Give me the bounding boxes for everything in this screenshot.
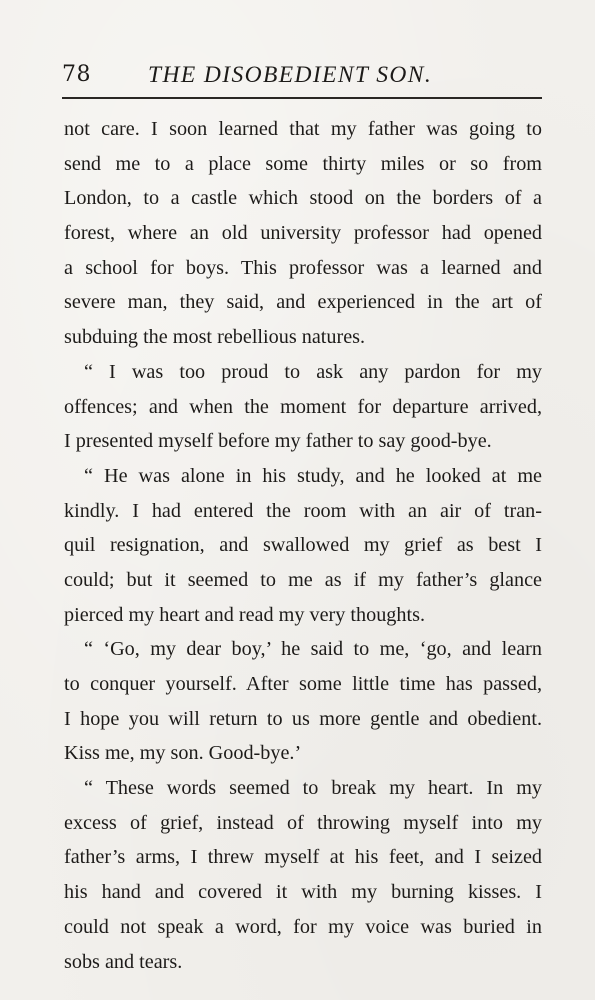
page-number: 78 [62,62,91,87]
page-header [62,56,542,88]
header-rule [62,97,542,99]
text-line: father’s arms, I threw myself at his feet, and I seized [64,846,542,869]
text-line: “ He was alone in his study, and he looked at me [84,464,542,487]
text-line: Kiss me, my son. Good-bye.’ [64,742,302,765]
text-line: excess of grief, instead of throwing myself into my [64,811,542,834]
text-line: his hand and covered it with my burning kisses. I [64,881,542,904]
text-line: London, to a castle which stood on the borders of a [64,187,542,210]
text-line: sobs and tears. [64,950,183,973]
text-line: I presented myself before my father to say good-bye. [64,430,492,453]
text-line: “ I was too proud to ask any pardon for my [84,360,542,383]
text-line: forest, where an old university professor had opened [64,222,542,245]
text-line: “ These words seemed to break my heart. In my [84,777,542,800]
text-line: severe man, they said, and experienced in the art of [64,291,542,314]
text-line: quil resignation, and swallowed my grief as best I [64,534,542,557]
text-line: offences; and when the moment for departure arrived, [64,395,542,418]
body-text [64,112,542,979]
text-line: a school for boys. This professor was a learned and [64,256,542,279]
text-line: could; but it seemed to me as if my father’s glance [64,568,542,591]
text-line: not care. I soon learned that my father was going to [64,118,542,140]
text-line: send me to a place some thirty miles or so from [64,152,542,175]
text-line: to conquer yourself. After some little time has passed, [64,673,542,695]
text-line: I hope you will return to us more gentle and obedient. [64,707,542,730]
text-line: kindly. I had entered the room with an air of tran- [64,499,542,522]
text-line: subduing the most rebellious natures. [64,326,366,349]
text-line: pierced my heart and read my very thoughts. [64,603,426,626]
text-line: could not speak a word, for my voice was buried in [64,915,542,938]
text-line: “ ‘Go, my dear boy,’ he said to me, ‘go, and learn [84,638,542,661]
running-title: THE DISOBEDIENT SON. [148,62,433,88]
